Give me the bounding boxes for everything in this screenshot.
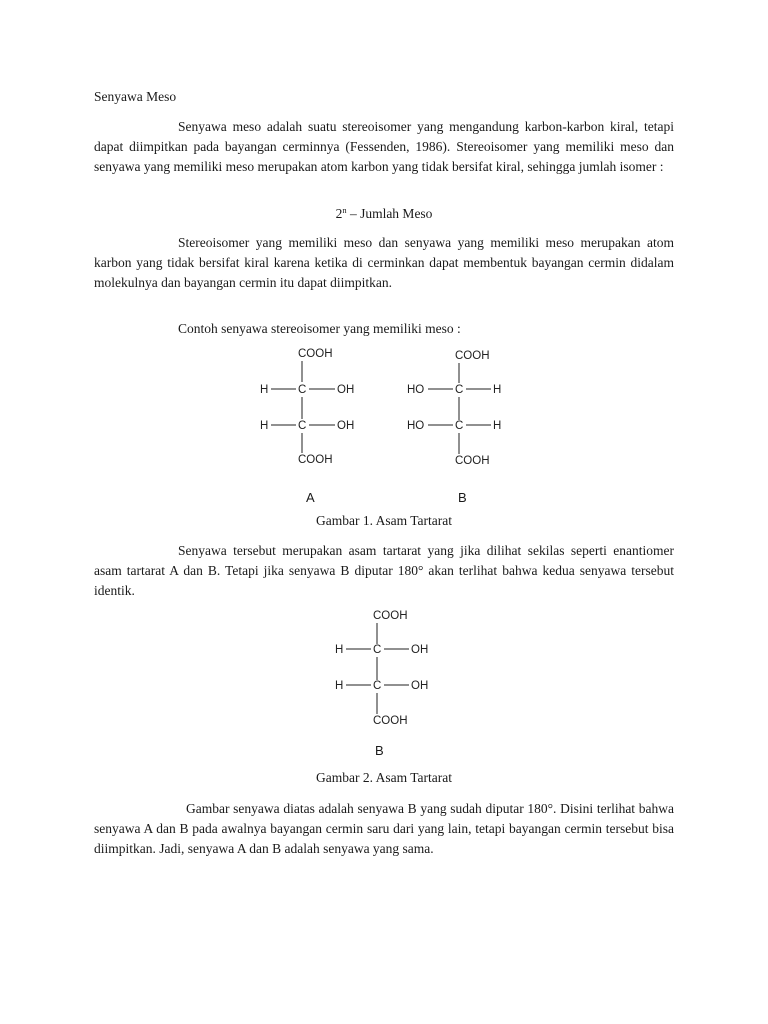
molecule-b-rotated-label: B (375, 743, 384, 758)
mol-br-carbon-2: C (373, 680, 382, 692)
mol-b-left-2: HO (407, 420, 425, 432)
paragraph-conclusion (94, 799, 674, 858)
mol-br-left-1: H (335, 644, 344, 656)
mol-a-right-2: OH (337, 420, 355, 432)
example-intro: Contoh senyawa stereoisomer yang memiliki meso : (178, 321, 461, 336)
paragraph-explanation (94, 233, 674, 292)
molecule-b-label: B (458, 490, 467, 505)
section-heading: Senyawa Meso (94, 89, 177, 104)
mol-br-top-group: COOH (373, 610, 408, 622)
mol-br-right-1: OH (411, 644, 429, 656)
mol-b-left-1: HO (407, 384, 425, 396)
isomer-formula (0, 205, 768, 222)
paragraph-definition (94, 117, 674, 176)
mol-b-bottom-group: COOH (455, 455, 490, 467)
mol-a-carbon-1: C (298, 384, 307, 396)
mol-br-bottom-group: COOH (373, 715, 408, 727)
paragraph-conclusion-text: Gambar senyawa diatas adalah senyawa B yang sudah diputar 180°. Disini terlihat bahwa senyawa A dan B pada awalnya bayangan cermin saru dari yang lain, tetapi bayangan cermin tersebut bisa diimpitkan. Jadi, senyawa A dan B adalah senyawa yang sama. (94, 801, 674, 856)
figure-2-caption: Gambar 2. Asam Tartarat (315, 770, 452, 785)
figure-1-caption: Gambar 1. Asam Tartarat (315, 513, 452, 528)
mol-br-right-2: OH (411, 680, 429, 692)
mol-b-right-1: H (493, 384, 502, 396)
mol-a-bottom-group: COOH (298, 454, 333, 466)
paragraph-explanation-text: Stereoisomer yang memiliki meso dan senyawa yang memiliki meso merupakan atom karbon yang tidak bersifat kiral karena ketika di cerminkan dapat membentuk bayangan cermin didalam molekulnya dan bayangan cermin itu dapat diimpitkan. (94, 235, 674, 290)
mol-b-right-2: H (493, 420, 502, 432)
mol-a-right-1: OH (337, 384, 355, 396)
mol-a-left-1: H (260, 384, 269, 396)
mol-b-carbon-2: C (455, 420, 464, 432)
paragraph-comparison-text: Senyawa tersebut merupakan asam tartarat yang jika dilihat sekilas seperti enantiomer asam tartarat A dan B. Tetapi jika senyawa B diputar 180° akan terlihat bahwa kedua senyawa tersebut identik. (94, 543, 674, 598)
paragraph-comparison (94, 541, 674, 600)
mol-b-top-group: COOH (455, 350, 490, 362)
formula-rest: – Jumlah Meso (346, 206, 433, 221)
mol-b-carbon-1: C (455, 384, 464, 396)
mol-a-left-2: H (260, 420, 269, 432)
paragraph-definition-text: Senyawa meso adalah suatu stereoisomer yang mengandung karbon-karbon kiral, tetapi dapat diimpitkan pada bayangan cerminnya (Fessenden, 1986). Stereoisomer yang memiliki meso dan senyawa yang memiliki meso merupakan atom karbon yang tidak bersifat kiral, sehingga jumlah isomer : (94, 119, 674, 174)
mol-a-top-group: COOH (298, 348, 333, 360)
mol-br-left-2: H (335, 680, 344, 692)
molecule-b-rotated-structure (332, 605, 442, 730)
mol-br-carbon-1: C (373, 644, 382, 656)
molecule-a-label: A (306, 490, 315, 505)
formula-exponent: n (342, 205, 347, 215)
molecule-b-structure (404, 345, 519, 470)
mol-a-carbon-2: C (298, 420, 307, 432)
formula-base: 2 (335, 206, 343, 221)
molecule-a-structure (255, 345, 365, 470)
